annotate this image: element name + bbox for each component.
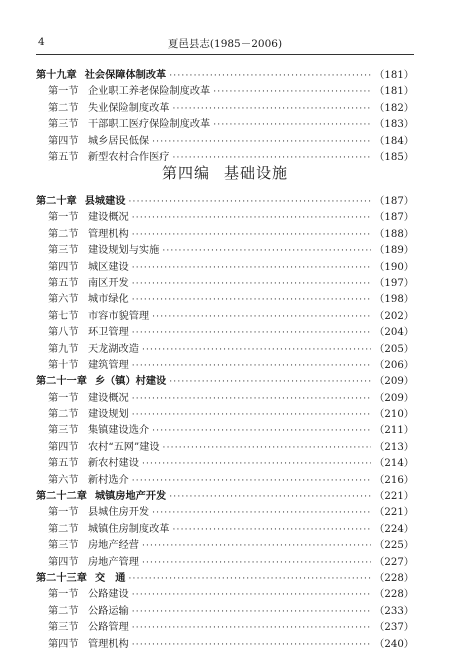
toc-entry-page: （202）: [374, 310, 414, 322]
dot-leader: [162, 246, 371, 256]
toc-entry-page: （209）: [374, 376, 414, 388]
toc-entry-label: 第一节: [48, 392, 79, 404]
toc-entry-label: 第六节: [48, 294, 79, 306]
toc-entry-page: （225）: [374, 540, 414, 552]
toc-entry-page: （181）: [374, 70, 414, 81]
dot-leader: [129, 574, 372, 584]
dot-leader: [132, 361, 371, 371]
toc-section-row: [36, 290, 414, 306]
toc-entry-title: 城市绿化: [88, 294, 129, 306]
toc-entry-label: 第四节: [48, 556, 79, 568]
toc-entry-page: （228）: [374, 572, 414, 584]
dot-leader: [132, 394, 371, 404]
dot-leader: [142, 459, 371, 469]
toc-entry-page: （187）: [374, 196, 414, 207]
toc-entry-title: 天龙湖改造: [88, 343, 139, 355]
dot-leader: [129, 197, 372, 207]
toc-entry-page: （213）: [374, 441, 414, 453]
page-number: 4: [38, 36, 45, 48]
dot-leader: [169, 492, 371, 502]
toc-entry-label: 第二节: [48, 523, 79, 535]
part-label: 第四编: [161, 164, 210, 182]
toc-entry-title: 城乡居民低保: [88, 135, 150, 147]
running-title: 夏邑县志(1985－2006): [167, 38, 283, 50]
toc-entry-title: 市容市貌管理: [88, 310, 150, 322]
toc-entry-label: 第六节: [48, 474, 79, 486]
toc-chapter-row: [36, 66, 414, 82]
toc-entry-label: 第三节: [48, 622, 79, 634]
toc-entry-label: 第三节: [48, 425, 79, 437]
dot-leader: [152, 426, 371, 436]
toc-entry-label: 第十节: [48, 359, 79, 371]
toc-entry-label: 第二节: [48, 102, 79, 114]
toc-entry-title: 交 通: [94, 571, 126, 584]
toc-entry-title: 公路管理: [88, 622, 129, 634]
dot-leader: [152, 508, 371, 518]
toc-section-row: [36, 356, 414, 372]
toc-entry-page: （233）: [374, 605, 414, 617]
toc-section-row: [36, 536, 414, 552]
toc-section-row: [36, 132, 414, 148]
toc-block-2: [36, 192, 414, 651]
toc-entry-title: 新型农村合作医疗: [88, 151, 170, 163]
dot-leader: [142, 558, 371, 568]
toc-chapter-row: [36, 569, 414, 585]
toc-entry-label: 第二十二章: [36, 490, 87, 503]
toc-section-row: [36, 454, 414, 470]
toc-section-row: [36, 635, 414, 651]
toc-entry-title: 建设概况: [88, 392, 129, 404]
toc-entry-label: 第五节: [48, 151, 79, 163]
toc-entry-title: 建设概况: [88, 212, 129, 224]
dot-leader: [132, 295, 371, 305]
toc-entry-title: 管理机构: [88, 638, 129, 650]
toc-entry-label: 第四节: [48, 261, 79, 273]
toc-entry-label: 第九节: [48, 343, 79, 355]
toc-entry-page: （216）: [374, 474, 414, 486]
page-header: [36, 30, 414, 55]
toc-entry-page: （197）: [374, 277, 414, 289]
toc-section-row: [36, 520, 414, 536]
toc-entry-title: 集镇建设选介: [88, 425, 150, 437]
toc-section-row: [36, 323, 414, 339]
toc-section-row: [36, 389, 414, 405]
toc-entry-label: 第三节: [48, 119, 79, 131]
toc-section-row: [36, 225, 414, 241]
toc-entry-label: 第一节: [48, 589, 79, 601]
toc-entry-page: （224）: [374, 523, 414, 535]
dot-leader: [169, 71, 371, 81]
toc-entry-label: 第二节: [48, 605, 79, 617]
dot-leader: [132, 263, 371, 273]
toc-entry-page: （198）: [374, 294, 414, 306]
toc-entry-label: 第二十章: [36, 195, 77, 207]
dot-leader: [132, 279, 371, 289]
toc-entry-page: （182）: [374, 102, 414, 114]
toc-section-row: [36, 82, 414, 98]
toc-entry-page: （209）: [374, 392, 414, 404]
toc-entry-page: （228）: [374, 589, 414, 601]
toc-entry-title: 城镇住房制度改革: [88, 523, 170, 535]
dot-leader: [132, 590, 371, 600]
toc-entry-title: 新农村建设: [88, 458, 139, 470]
toc-entry-page: （206）: [374, 359, 414, 371]
toc-entry-title: 企业职工养老保险制度改革: [88, 86, 211, 98]
toc-entry-label: 第七节: [48, 310, 79, 322]
toc-entry-label: 第一节: [48, 507, 79, 519]
toc-entry-label: 第五节: [48, 277, 79, 289]
dot-leader: [169, 377, 371, 387]
toc-entry-label: 第五节: [48, 458, 79, 470]
toc-section-row: [36, 553, 414, 569]
toc-entry-title: 新村选介: [88, 474, 129, 486]
toc-entry-title: 社会保障体制改革: [84, 69, 167, 81]
toc-entry-title: 房地产经营: [88, 540, 139, 552]
dot-leader: [163, 443, 372, 453]
dot-leader: [132, 328, 371, 338]
toc-entry-title: 城镇房地产开发: [94, 490, 167, 503]
toc-entry-page: （210）: [374, 409, 414, 421]
dot-leader: [132, 230, 371, 240]
toc-entry-label: 第二节: [48, 409, 79, 421]
toc-entry-label: 第三节: [48, 540, 79, 552]
toc-entry-label: 第四节: [48, 135, 79, 147]
dot-leader: [132, 607, 371, 617]
toc-entry-label: 第二十一章: [36, 375, 87, 388]
toc-section-row: [36, 340, 414, 356]
toc-entry-title: 房地产管理: [88, 556, 139, 568]
toc-entry-title: 农村“五网”建设: [88, 441, 160, 453]
toc-entry-page: （188）: [374, 228, 414, 240]
toc-section-row: [36, 258, 414, 274]
toc-entry-page: （185）: [374, 151, 414, 163]
dot-leader: [152, 312, 371, 322]
toc-section-row: [36, 307, 414, 323]
dot-leader: [142, 345, 371, 355]
toc-section-row: [36, 115, 414, 131]
toc-entry-page: （184）: [374, 135, 414, 147]
toc-entry-page: （214）: [374, 458, 414, 470]
dot-leader: [152, 137, 371, 147]
toc-section-row: [36, 241, 414, 257]
toc-section-row: [36, 405, 414, 421]
toc-section-row: [36, 208, 414, 224]
toc-entry-page: （240）: [374, 638, 414, 650]
toc-entry-page: （221）: [374, 491, 414, 503]
toc-entry-title: 县城住房开发: [88, 507, 150, 519]
toc-entry-label: 第四节: [48, 441, 79, 453]
toc-entry-page: （227）: [374, 556, 414, 568]
toc-entry-title: 失业保险制度改革: [88, 102, 170, 114]
toc-section-row: [36, 585, 414, 601]
toc-section-row: [36, 503, 414, 519]
toc-entry-title: 南区开发: [88, 277, 129, 289]
dot-leader: [132, 640, 371, 650]
dot-leader: [132, 476, 371, 486]
dot-leader: [173, 104, 372, 114]
dot-leader: [213, 120, 371, 130]
toc-entry-label: 第三节: [48, 245, 79, 257]
toc-section-row: [36, 274, 414, 290]
toc-entry-label: 第十九章: [36, 69, 77, 81]
toc-entry-title: 环卫管理: [88, 327, 129, 339]
dot-leader: [142, 541, 371, 551]
toc-entry-label: 第八节: [48, 327, 79, 339]
toc-entry-page: （183）: [374, 119, 414, 131]
dot-leader: [173, 525, 372, 535]
toc-chapter-row: [36, 372, 414, 388]
toc-entry-page: （189）: [374, 245, 414, 257]
toc-entry-title: 建设规划与实施: [88, 245, 160, 257]
toc-chapter-row: [36, 487, 414, 503]
toc-entry-page: （187）: [374, 212, 414, 224]
toc-section-row: [36, 438, 414, 454]
toc-entry-label: 第二十三章: [36, 571, 87, 584]
toc-section-row: [36, 618, 414, 634]
toc-entry-label: 第一节: [48, 86, 79, 98]
toc-entry-title: 管理机构: [88, 228, 129, 240]
toc-entry-title: 城区建设: [88, 261, 129, 273]
toc-section-row: [36, 602, 414, 618]
toc-entry-title: 县城建设: [84, 195, 126, 207]
toc-entry-page: （181）: [374, 86, 414, 98]
toc-section-row: [36, 99, 414, 115]
toc-entry-title: 乡（镇）村建设: [94, 375, 167, 388]
toc-entry-label: 第一节: [48, 212, 79, 224]
dot-leader: [213, 87, 371, 97]
toc-entry-title: 公路运输: [88, 605, 129, 617]
toc-chapter-row: [36, 192, 414, 208]
dot-leader: [132, 623, 371, 633]
toc-entry-page: （205）: [374, 343, 414, 355]
dot-leader: [132, 410, 371, 420]
toc-entry-page: （237）: [374, 622, 414, 634]
part-name: 基础设施: [224, 164, 289, 182]
toc-entry-page: （204）: [374, 327, 414, 339]
part-title: [36, 162, 414, 183]
dot-leader: [132, 213, 371, 223]
toc-entry-title: 干部职工医疗保险制度改革: [88, 119, 211, 131]
toc-entry-title: 建筑管理: [88, 359, 129, 371]
toc-entry-page: （221）: [374, 507, 414, 519]
toc-entry-label: 第二节: [48, 228, 79, 240]
toc-entry-title: 建设规划: [88, 409, 129, 421]
toc-section-row: [36, 471, 414, 487]
toc-entry-title: 公路建设: [88, 589, 129, 601]
toc-entry-page: （190）: [374, 261, 414, 273]
toc-block-1: [36, 66, 414, 164]
toc-entry-label: 第四节: [48, 638, 79, 650]
toc-entry-page: （211）: [374, 425, 414, 437]
toc-section-row: [36, 421, 414, 437]
